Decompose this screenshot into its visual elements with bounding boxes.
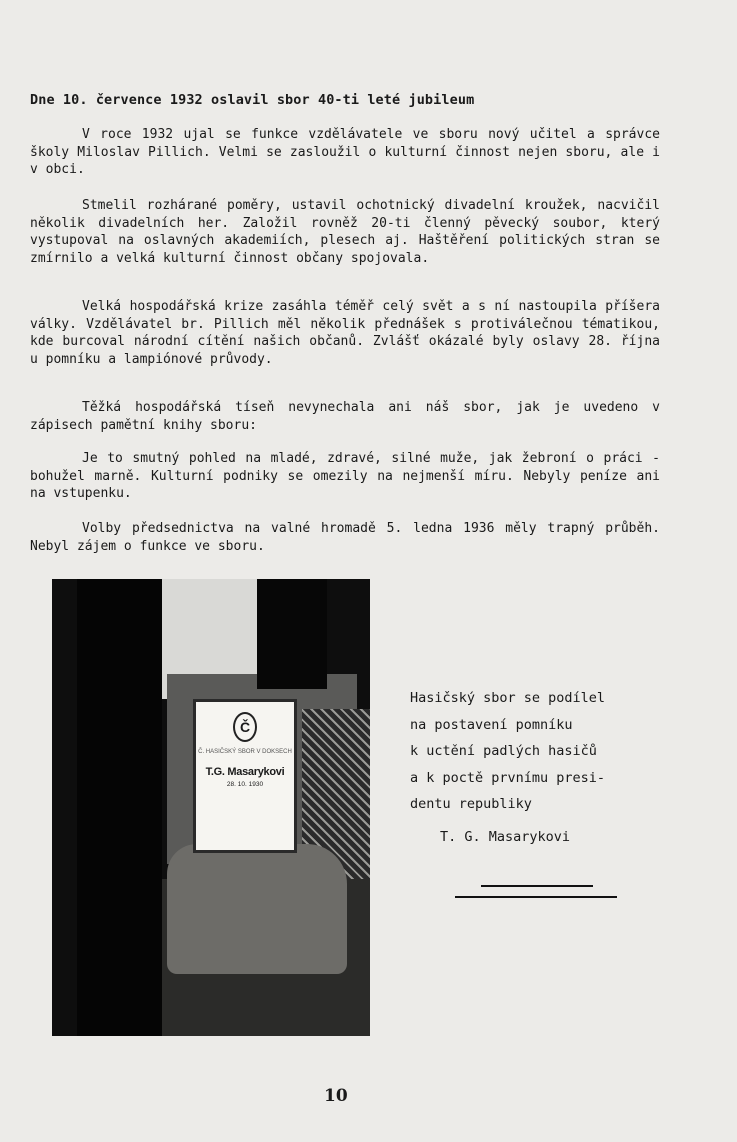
caption-line: k uctění padlých hasičů	[410, 743, 597, 759]
plaque-name: T.G. Masarykovi	[205, 766, 285, 778]
monument-stone	[167, 844, 347, 974]
tree-trunk	[77, 579, 162, 1036]
caption-dedication: T. G. Masarykovi	[440, 828, 571, 845]
paragraph-2: Stmelil rozhárané poměry, ustavil ochotnický divadelní kroužek, nacvičil několik divadelních her. Založil rovněž 20-ti členný pěvecký soubor, který vystupoval na oslavných akademiích, plesech aj. Haštěření politických stran se zmírnilo a velká kulturní činnost občany spojovala.	[30, 198, 660, 266]
divider-line	[481, 885, 593, 887]
caption-line: na postavení pomníku	[410, 716, 573, 733]
caption-line: a k poctě prvnímu presi-	[410, 769, 606, 786]
paragraph-1: V roce 1932 ujal se funkce vzdělávatele ve sboru nový učitel a správce školy Miloslav Pillich. Velmi se zasloužil o kulturní činnost nejen sboru, ale i v obci.	[30, 127, 660, 178]
fire-brigade-emblem-icon: Č	[233, 712, 257, 742]
monument-plaque	[193, 699, 297, 853]
photo-caption	[410, 685, 670, 850]
paragraph-5: Je to smutný pohled na mladé, zdravé, silné muže, jak žebroní o práci - bohužel marně. Kulturní podniky se omezily na nejmenší míru. Nebyly peníze ani na vstupenku.	[30, 451, 660, 502]
plaque-date: 28. 10. 1930	[226, 781, 264, 788]
divider-line	[455, 896, 617, 898]
paragraph-6: Volby předsednictva na valné hromadě 5. ledna 1936 měly trapný průběh. Nebyl zájem o funkce ve sboru.	[30, 521, 660, 554]
plaque-inscription: Č. HASIČSKÝ SBOR V DOKSECH	[198, 749, 292, 755]
paragraph-3: Velká hospodářská krize zasáhla téměř celý svět a s ní nastoupila příšera války. Vzdělávatel br. Pillich měl několik přednášek s protiválečnou tématikou, kde burcoval národní cítění našich občanů. Zvlášť okázalé byly oslavy 28. října u pomníku a lampiónové průvody.	[30, 299, 660, 367]
tree-trunk	[257, 579, 327, 689]
monument-photo	[52, 579, 370, 1036]
caption-line: Hasičský sbor se podílel	[410, 690, 606, 706]
section-heading: Dne 10. července 1932 oslavil sbor 40-ti leté jubileum	[30, 92, 475, 108]
paragraph-4: Těžká hospodářská tíseň nevynechala ani náš sbor, jak je uvedeno v zápisech pamětní knihy sboru:	[30, 400, 660, 433]
page-number: 10	[324, 1086, 348, 1106]
caption-line: dentu republiky	[410, 796, 532, 812]
